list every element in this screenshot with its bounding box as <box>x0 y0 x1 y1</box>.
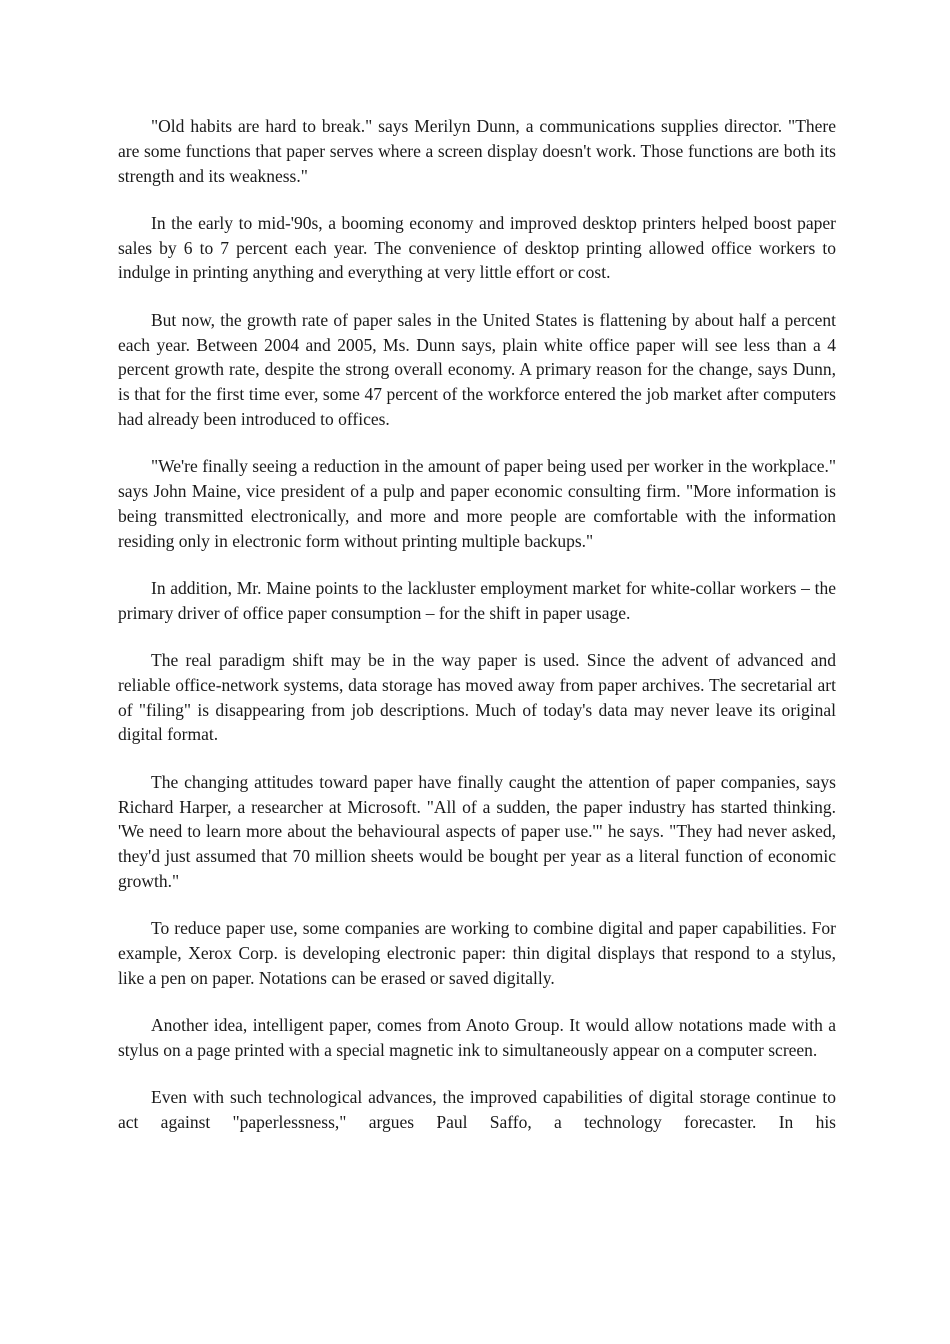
paragraph-xerox: To reduce paper use, some companies are working to combine digital and paper capabilities. For example, Xerox Corp. is developing electronic paper: thin digital displays that respond to a stylus, like a pen on paper. Notations can be erased or saved digitally. <box>118 918 836 988</box>
paragraph-growth-rate: But now, the growth rate of paper sales in the United States is flattening by about half a percent each year. Between 2004 and 2005, Ms. Dunn says, plain white office paper will see less than a 4 percent growth rate, despite the strong overall economy. A primary reason for the change, says Dunn, is that for the first time ever, some 47 percent of the workforce entered the job market after computers had already been introduced to offices. <box>118 309 836 429</box>
paragraph-anoto: Another idea, intelligent paper, comes from Anoto Group. It would allow notations made with a stylus on a page printed with a special magnetic ink to simultaneously appear on a computer screen. <box>118 1015 836 1060</box>
paragraph-paul-saffo: Even with such technological advances, the improved capabilities of digital storage continue to act against "paperlessness," argues Paul Saffo, a technology forecaster. In his <box>118 1087 836 1132</box>
paragraph-old-habits: "Old habits are hard to break." says Merilyn Dunn, a communications supplies director. "There are some functions that paper serves where a screen display doesn't work. Those functions are both its strength and its weakness." <box>118 116 836 186</box>
paragraph-early-90s: In the early to mid-'90s, a booming economy and improved desktop printers helped boost paper sales by 6 to 7 percent each year. The convenience of desktop printing allowed office workers to indulge in printing anything and everything at very little effort or cost. <box>118 212 836 283</box>
paragraph-paradigm-shift: The real paradigm shift may be in the way paper is used. Since the advent of advanced and reliable office-network systems, data storage has moved away from paper archives. The secretarial art of "filing" is disappearing from job descriptions. Much of today's data may never leave its original digital format. <box>118 650 836 745</box>
paragraph-john-maine-quote: "We're finally seeing a reduction in the amount of paper being used per worker in the workplace." says John Maine, vice president of a pulp and paper economic consulting firm. "More information is being transmitted electronically, and more and more people are comfortable with the information residing only in electronic form without printing multiple backups." <box>118 456 836 551</box>
article-body <box>118 114 836 1135</box>
paragraph-richard-harper: The changing attitudes toward paper have finally caught the attention of paper companies, says Richard Harper, a researcher at Microsoft. "All of a sudden, the paper industry has started thinking. 'We need to learn more about the behavioural aspects of paper use.'" he says. "They had never asked, they'd just assumed that 70 million sheets would be bought per year as a literal function of economic growth." <box>118 771 836 891</box>
paragraph-employment-market: In addition, Mr. Maine points to the lackluster employment market for white-collar workers – the primary driver of office paper consumption – for the shift in paper usage. <box>118 577 836 623</box>
